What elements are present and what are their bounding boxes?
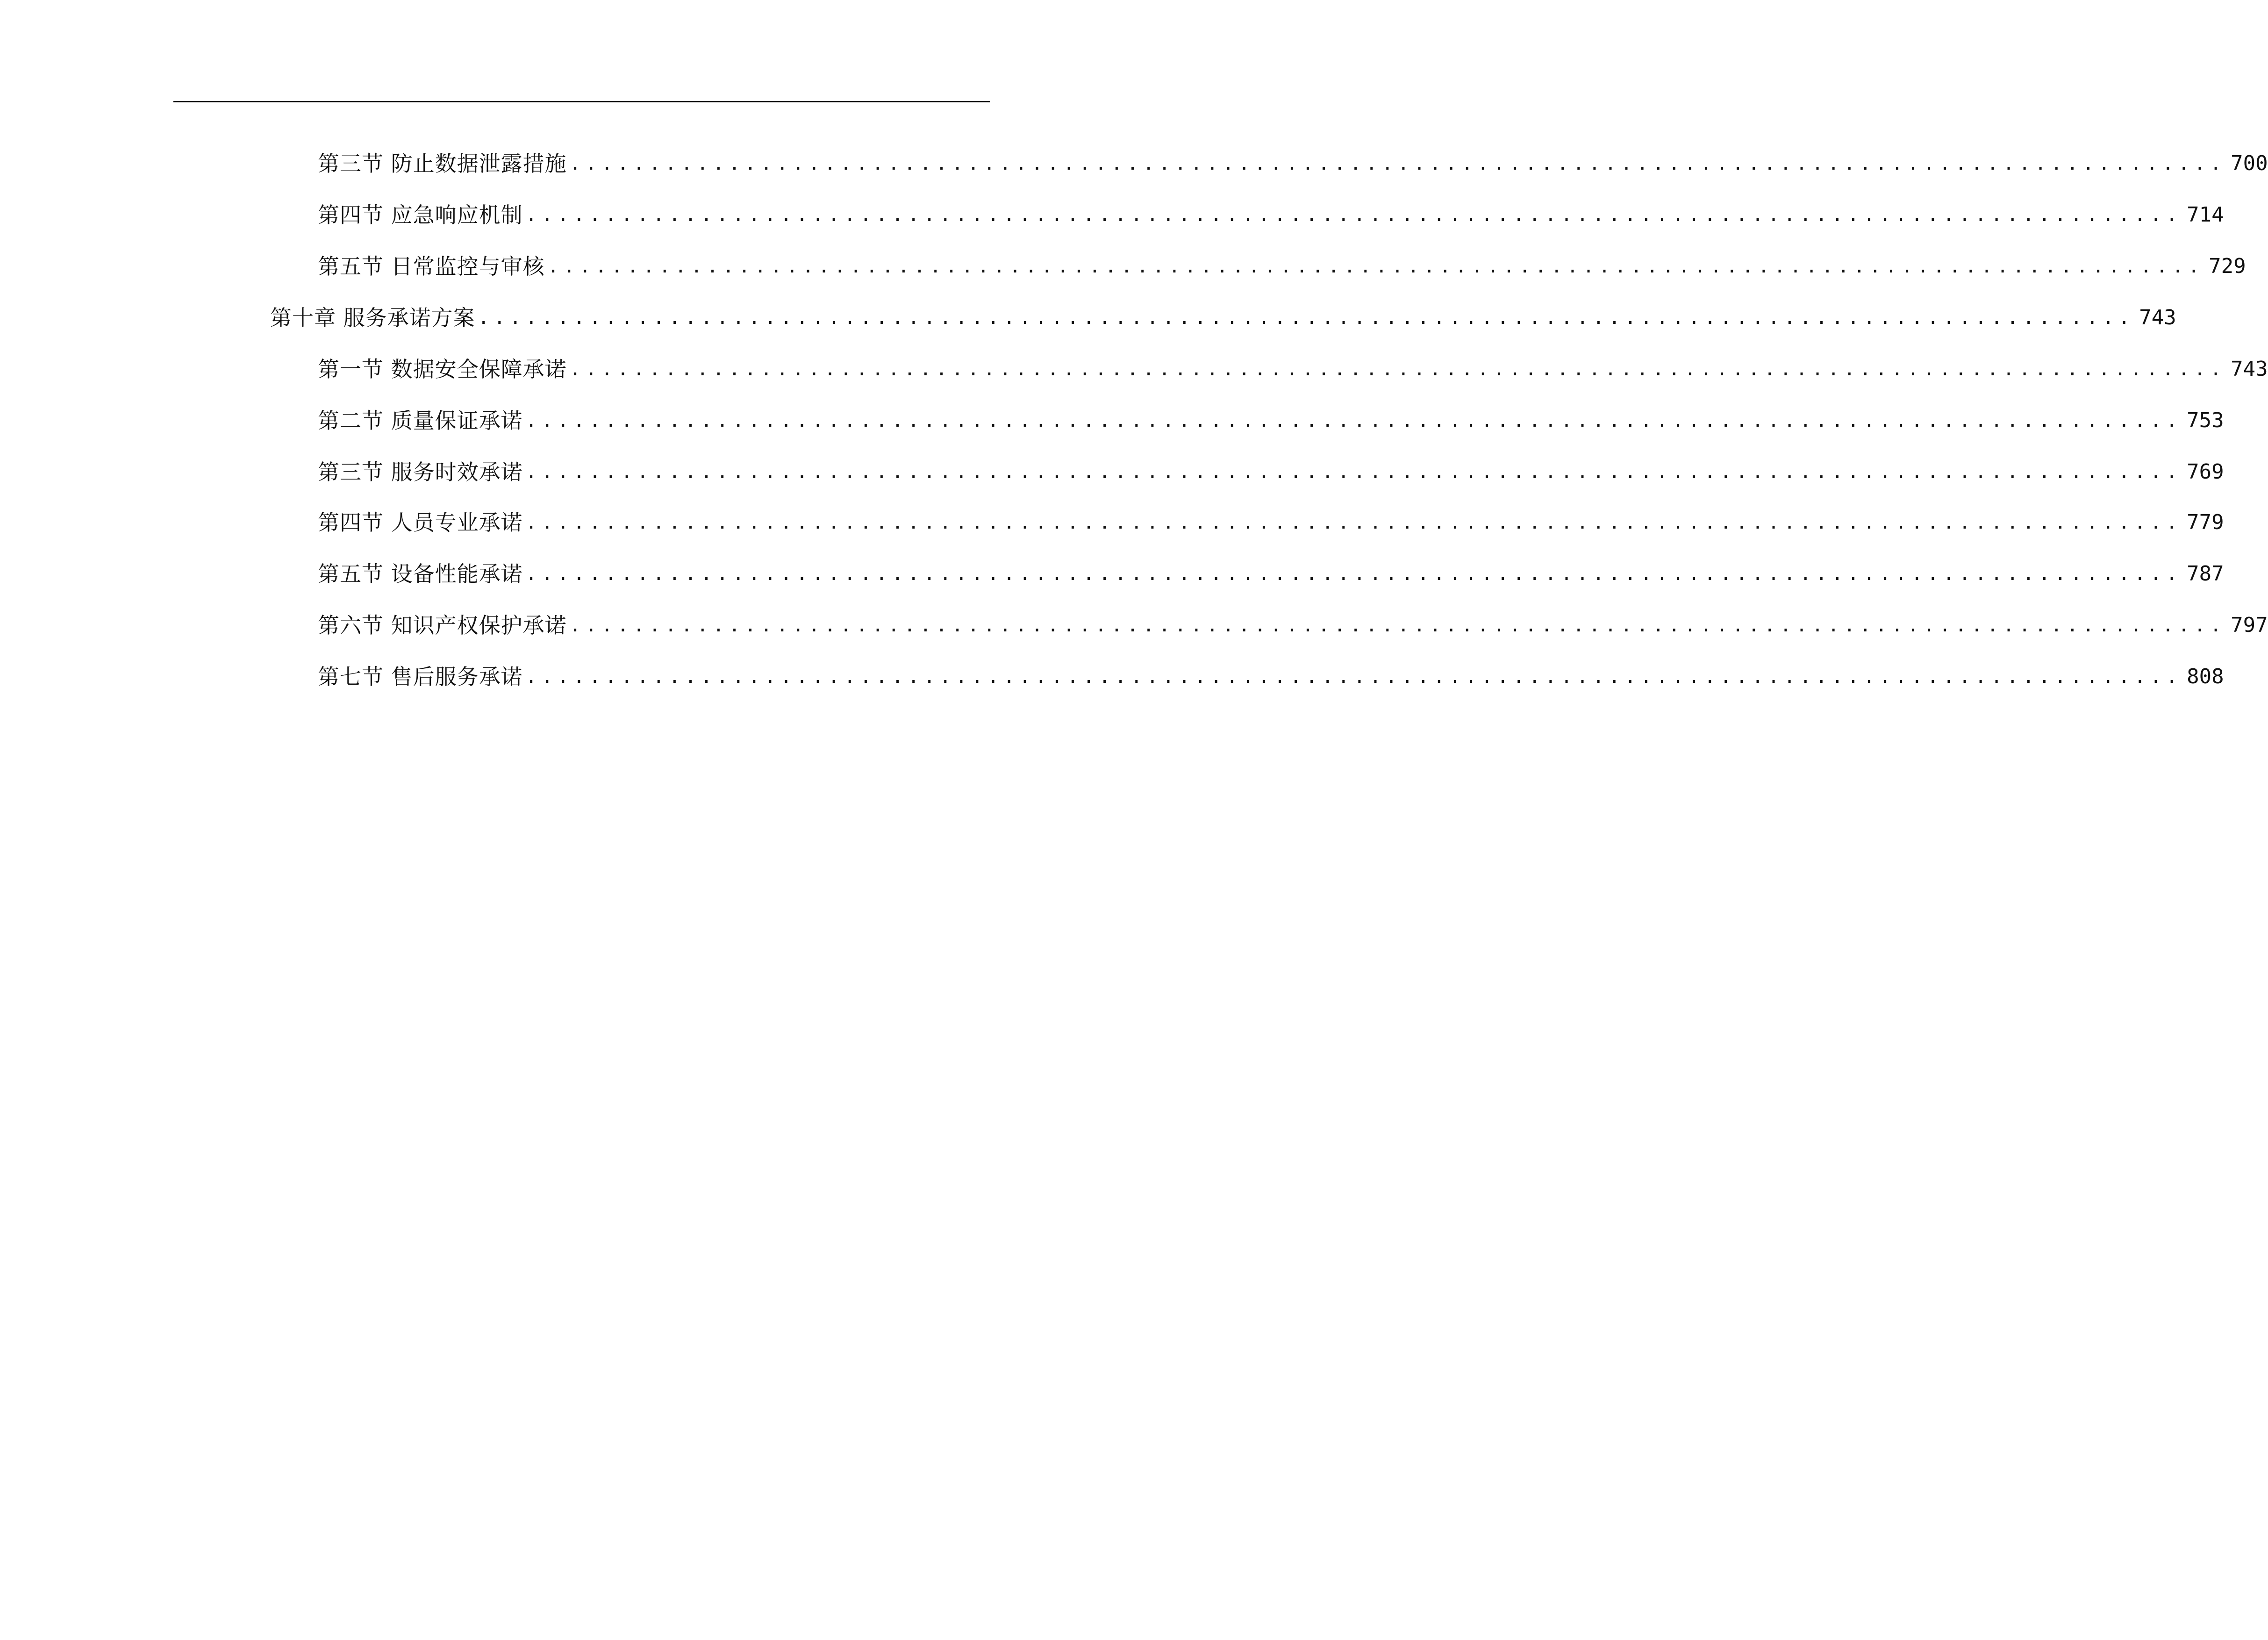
toc-entry[interactable]	[318, 504, 2224, 541]
dot-leader: ........................................................................................................	[525, 563, 2182, 585]
toc-page-number: 700	[2231, 151, 2268, 175]
toc-entry-label: 第五节 日常监控与审核	[318, 254, 545, 279]
toc-entry[interactable]	[318, 145, 2268, 182]
toc-page-number: 808	[2187, 665, 2224, 688]
dot-leader: ........................................................................................................	[478, 307, 2135, 329]
dot-leader: ........................................................................................................	[569, 615, 2226, 636]
toc-entry-label: 第四节 应急响应机制	[318, 202, 523, 228]
toc-entry-label: 第三节 防止数据泄露措施	[318, 151, 567, 176]
dot-leader: ........................................................................................................	[525, 461, 2182, 483]
toc-page-number: 779	[2187, 510, 2224, 534]
dot-leader: ........................................................................................................	[525, 512, 2182, 533]
toc-chapter-entry[interactable]	[270, 299, 2176, 337]
toc-entry[interactable]	[318, 196, 2224, 234]
dot-leader: ........................................................................................................	[569, 153, 2226, 174]
toc-entry[interactable]	[318, 351, 2268, 388]
dot-leader: ........................................................................................................	[525, 410, 2182, 431]
toc-page-number: 769	[2187, 460, 2224, 484]
toc-page-number: 743	[2231, 357, 2268, 381]
toc-page-number: 787	[2187, 562, 2224, 586]
toc-page-number: 714	[2187, 203, 2224, 227]
toc-page-number: 753	[2187, 408, 2224, 432]
toc-entry[interactable]	[318, 453, 2224, 491]
toc-page-number: 729	[2209, 254, 2246, 278]
toc-page-number: 797	[2231, 613, 2268, 637]
toc-entry[interactable]	[318, 555, 2224, 593]
toc-page-number: 743	[2139, 306, 2176, 329]
toc-entry[interactable]	[318, 402, 2224, 439]
toc-entry-label: 第三节 服务时效承诺	[318, 459, 523, 485]
dot-leader: ........................................................................................................	[525, 204, 2182, 226]
dot-leader: ........................................................................................................	[569, 358, 2226, 380]
dot-leader: ........................................................................................................	[547, 256, 2204, 277]
toc-entry-label: 第一节 数据安全保障承诺	[318, 357, 567, 382]
toc-entry-label: 第十章 服务承诺方案	[270, 305, 475, 330]
toc-entry[interactable]	[318, 248, 2246, 285]
toc-entry-label: 第七节 售后服务承诺	[318, 664, 523, 689]
toc-entry[interactable]	[318, 607, 2268, 644]
toc-entry-label: 第二节 质量保证承诺	[318, 408, 523, 433]
toc-entry-label: 第六节 知识产权保护承诺	[318, 613, 567, 638]
dot-leader: ........................................................................................................	[525, 666, 2182, 688]
toc-entry-label: 第四节 人员专业承诺	[318, 510, 523, 535]
toc-entry[interactable]	[318, 658, 2224, 695]
toc-entry-label: 第五节 设备性能承诺	[318, 561, 523, 587]
